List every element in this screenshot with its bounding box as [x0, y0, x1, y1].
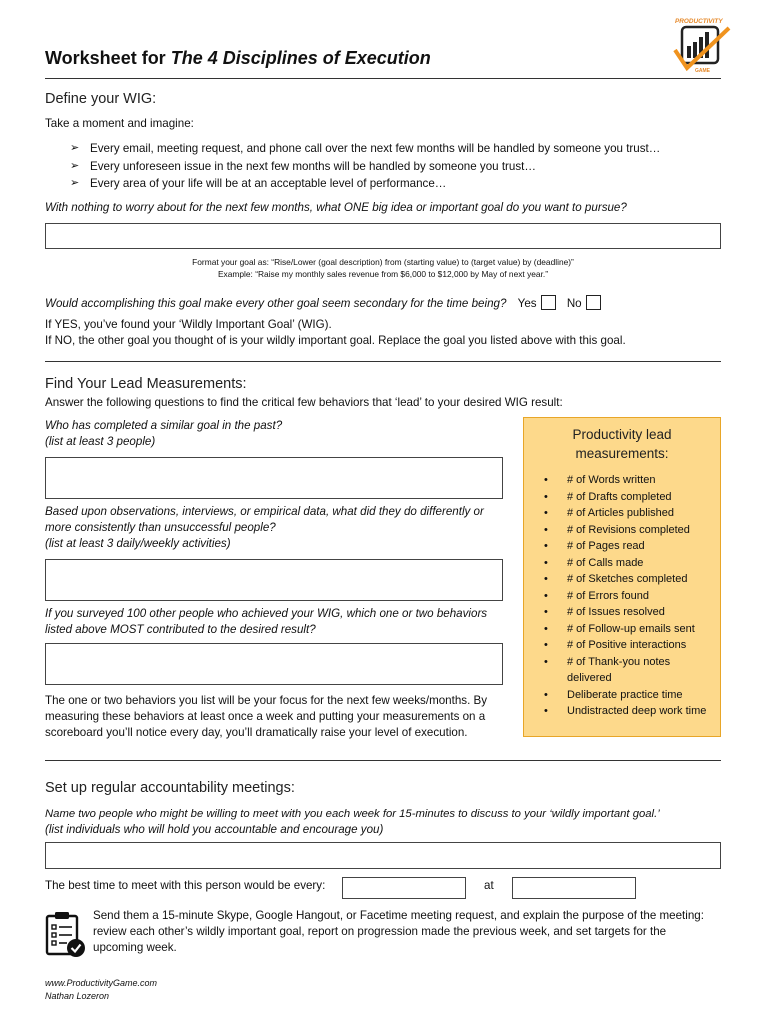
define-heading: Define your WIG: [45, 91, 157, 107]
q2-line1: Based upon observations, interviews, or empirical data, what did they do differently or [45, 505, 484, 518]
sidebar-item: • # of Errors found [524, 588, 720, 605]
q3-line2: listed above MOST contributed to the desired result? [45, 623, 316, 636]
q2-line3: (list at least 3 daily/weekly activities) [45, 537, 231, 550]
lead-heading: Find Your Lead Measurements: [45, 376, 247, 392]
arrow-bullet-icon: ➢ [70, 142, 80, 154]
footer [45, 977, 157, 1003]
send-line1: Send them a 15-minute Skype, Google Hangout, or Facetime meeting request, and explain the purpose of the meeting: [93, 909, 704, 922]
goal-input[interactable] [45, 223, 721, 249]
section-divider [45, 361, 721, 362]
logo-text-bottom: GAME [695, 68, 710, 74]
sidebar-item: • # of Pages read [524, 538, 720, 555]
lead-intro: Answer the following questions to find the critical few behaviors that ‘lead’ to your desired WIG result: [45, 396, 563, 409]
yes-note: If YES, you’ve found your ‘Wildly Important Goal’ (WIG). [45, 318, 332, 331]
meeting-day-input[interactable] [342, 877, 466, 899]
sidebar-title: Productivity lead measurements: [572, 427, 672, 461]
send-line3: upcoming week. [93, 941, 177, 954]
secondary-row [45, 295, 609, 312]
accountability-partners-input[interactable] [45, 842, 721, 869]
no-label: No [566, 297, 582, 310]
q2-line2: more consistently than unsuccessful people? [45, 521, 276, 534]
sidebar-item: • # of Drafts completed [524, 489, 720, 506]
meet-q-line2: (list individuals who will hold you accountable and encourage you) [45, 823, 384, 836]
meet-q-line1: Name two people who might be willing to meet with you each week for 15-minutes to discuss to your ‘wildly important goal.’ [45, 808, 660, 820]
title-book: The 4 Disciplines of Execution [170, 48, 431, 68]
yes-label: Yes [517, 297, 537, 310]
q1-line2: (list at least 3 people) [45, 435, 156, 448]
no-checkbox[interactable] [586, 295, 601, 310]
top-behaviors-input[interactable] [45, 643, 503, 685]
lead-measurements-sidebar [523, 417, 721, 737]
sidebar-item: • # of Thank-you notes delivered [524, 654, 720, 687]
sidebar-item: • # of Sketches completed [524, 571, 720, 588]
logo-text-top: PRODUCTIVITY [675, 18, 723, 25]
imagine-bullets [70, 140, 660, 193]
sidebar-item: • # of Issues resolved [524, 604, 720, 621]
q1-line1: Who has completed a similar goal in the past? [45, 419, 283, 432]
focus-line3: scoreboard you’ll notice every day, you’ll dramatically raise your level of execution. [45, 726, 468, 739]
focus-line2: measuring these behaviors at least once a week and putting your measurements on a [45, 710, 486, 723]
bullet-item: ➢ Every area of your life will be at an acceptable level of performance… [70, 175, 660, 193]
sidebar-item: • # of Articles published [524, 505, 720, 522]
section-divider [45, 760, 721, 761]
yes-checkbox[interactable] [541, 295, 556, 310]
footer-site: www.ProductivityGame.com [45, 978, 158, 988]
sidebar-item: • # of Positive interactions [524, 637, 720, 654]
bullet-item: ➢ Every unforeseen issue in the next few months will be handled by someone you trust… [70, 158, 660, 176]
meeting-time-input[interactable] [512, 877, 636, 899]
best-time-label: The best time to meet with this person would be every: [45, 879, 326, 892]
at-label: at [484, 879, 494, 892]
footer-author: Nathan Lozeron [45, 991, 110, 1001]
goal-question: With nothing to worry about for the next few months, what ONE big idea or important goal do you want to pursue? [45, 201, 627, 214]
meet-heading: Set up regular accountability meetings: [45, 780, 295, 796]
format-line: Format your goal as: “Rise/Lower (goal description) from (starting value) to (target value) by (deadline)” [192, 257, 574, 267]
sidebar-item: • Deliberate practice time [524, 687, 720, 704]
sidebar-item: • # of Calls made [524, 555, 720, 572]
define-intro: Take a moment and imagine: [45, 117, 194, 130]
arrow-bullet-icon: ➢ [70, 159, 80, 172]
similar-people-input[interactable] [45, 457, 503, 499]
no-note: If NO, the other goal you thought of is your wildly important goal. Replace the goal you listed above with this goal. [45, 334, 626, 347]
q3-line1: If you surveyed 100 other people who achieved your WIG, which one or two behaviors [45, 607, 488, 620]
send-line2: review each other’s wildly important goal, report on progression made the previous week, and set targets for the [93, 925, 667, 938]
title-divider [45, 78, 721, 79]
page-title [45, 48, 431, 69]
sidebar-item: • # of Words written [524, 472, 720, 489]
focus-line1: The one or two behaviors you list will be your focus for the next few weeks/months. By [45, 694, 488, 707]
sidebar-list [524, 472, 720, 720]
activities-input[interactable] [45, 559, 503, 601]
checklist-clipboard-icon [45, 911, 87, 959]
arrow-bullet-icon: ➢ [70, 177, 80, 189]
productivity-game-logo [673, 16, 733, 76]
secondary-question: Would accomplishing this goal make every other goal seem secondary for the time being? [45, 297, 507, 310]
example-line: Example: “Raise my monthly sales revenue from $6,000 to $12,000 by May of next year.” [217, 269, 549, 279]
sidebar-item: • # of Revisions completed [524, 522, 720, 539]
title-prefix: Worksheet for [45, 48, 171, 68]
sidebar-item: • Undistracted deep work time [524, 703, 720, 720]
bullet-item: ➢ Every email, meeting request, and phone call over the next few months will be handled by someone you trust… [70, 140, 660, 158]
sidebar-item: • # of Follow-up emails sent [524, 621, 720, 638]
